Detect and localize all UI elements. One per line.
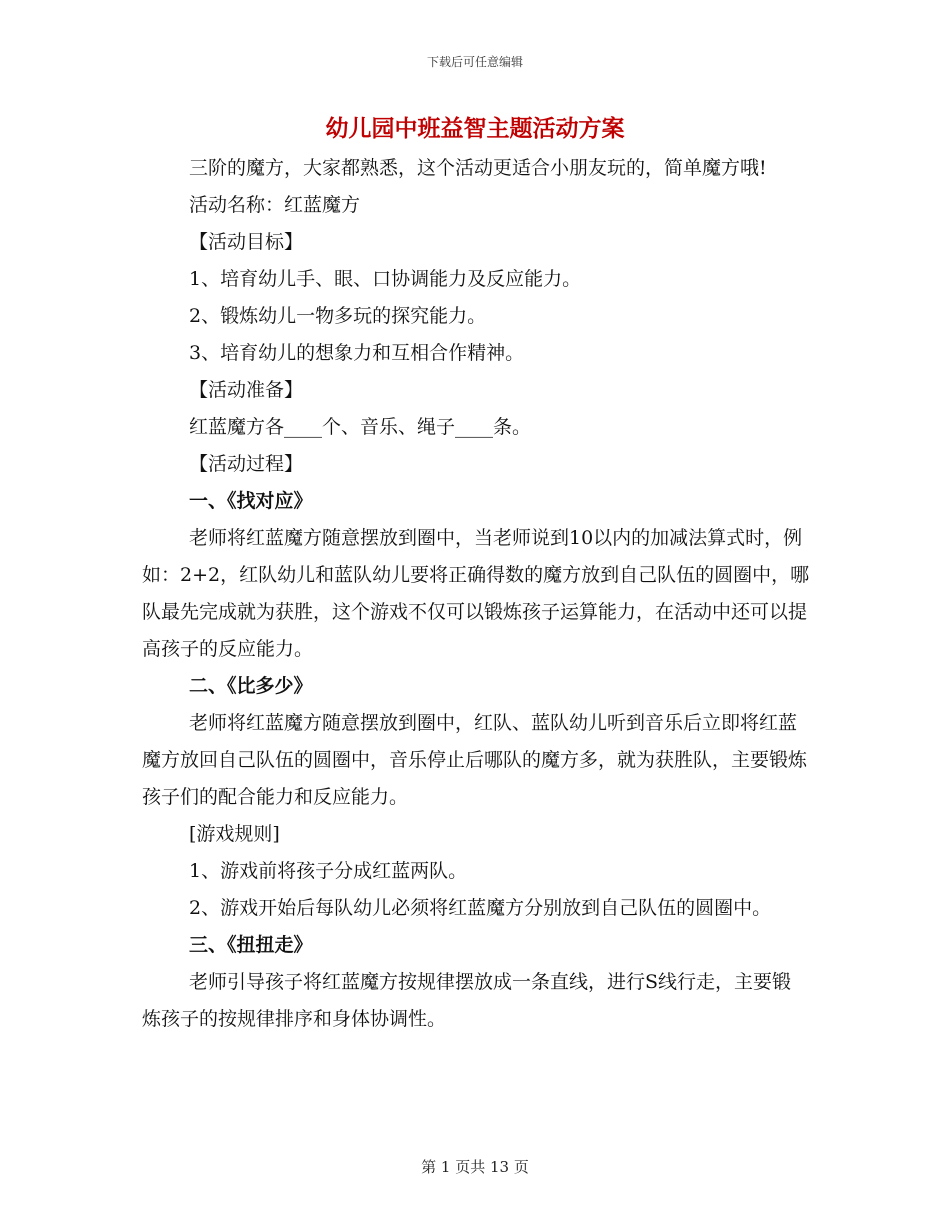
goal-item: 3、培育幼儿的想象力和互相合作精神。 bbox=[189, 342, 525, 364]
game-heading-compare: 二、《比多少》 bbox=[189, 675, 313, 697]
rules-heading: [游戏规则] bbox=[189, 823, 280, 845]
page-footer: 第 1 页共 13 页 bbox=[421, 1158, 529, 1176]
section-heading-process: 【活动过程】 bbox=[189, 453, 304, 475]
rule-item: 1、游戏前将孩子分成红蓝两队。 bbox=[189, 860, 468, 882]
page-header: 下载后可任意编辑 bbox=[426, 55, 523, 69]
game-heading-find-match: 一、《找对应》 bbox=[189, 490, 313, 512]
intro-paragraph: 三阶的魔方，大家都熟悉，这个活动更适合小朋友玩的，简单魔方哦! bbox=[189, 157, 767, 179]
game-description: 老师将红蓝魔方随意摆放到圈中，当老师说到10以内的加减法算式时，例如：2+2，红队幼儿和蓝队幼儿要将正确得数的魔方放到自己队伍的圆圈中，哪队最先完成就为获胜，这个游戏不仅可以锻炼孩子运算能力，在活动中还可以提高孩子的反应能力。 bbox=[142, 527, 810, 660]
goal-item: 2、锻炼幼儿一物多玩的探究能力。 bbox=[189, 305, 487, 327]
game-heading-twist-walk: 三、《扭扭走》 bbox=[189, 934, 313, 956]
rule-item: 2、游戏开始后每队幼儿必须将红蓝魔方分别放到自己队伍的圆圈中。 bbox=[189, 897, 772, 919]
game-description: 老师将红蓝魔方随意摆放到圈中，红队、蓝队幼儿听到音乐后立即将红蓝魔方放回自己队伍的圆圈中，音乐停止后哪队的魔方多，就为获胜队，主要锻炼孩子们的配合能力和反应能力。 bbox=[142, 712, 808, 808]
document-title: 幼儿园中班益智主题活动方案 bbox=[325, 115, 625, 142]
goal-item: 1、培育幼儿手、眼、口协调能力及反应能力。 bbox=[189, 268, 582, 290]
game-description: 老师引导孩子将红蓝魔方按规律摆放成一条直线，进行S线行走，主要锻炼孩子的按规律排序和身体协调性。 bbox=[142, 971, 792, 1030]
document-body bbox=[142, 150, 810, 1038]
section-heading-preparation: 【活动准备】 bbox=[189, 379, 304, 401]
section-heading-goals: 【活动目标】 bbox=[189, 231, 304, 253]
preparation-text: 红蓝魔方各____个、音乐、绳子____条。 bbox=[189, 416, 532, 438]
activity-name: 活动名称：红蓝魔方 bbox=[189, 194, 361, 216]
